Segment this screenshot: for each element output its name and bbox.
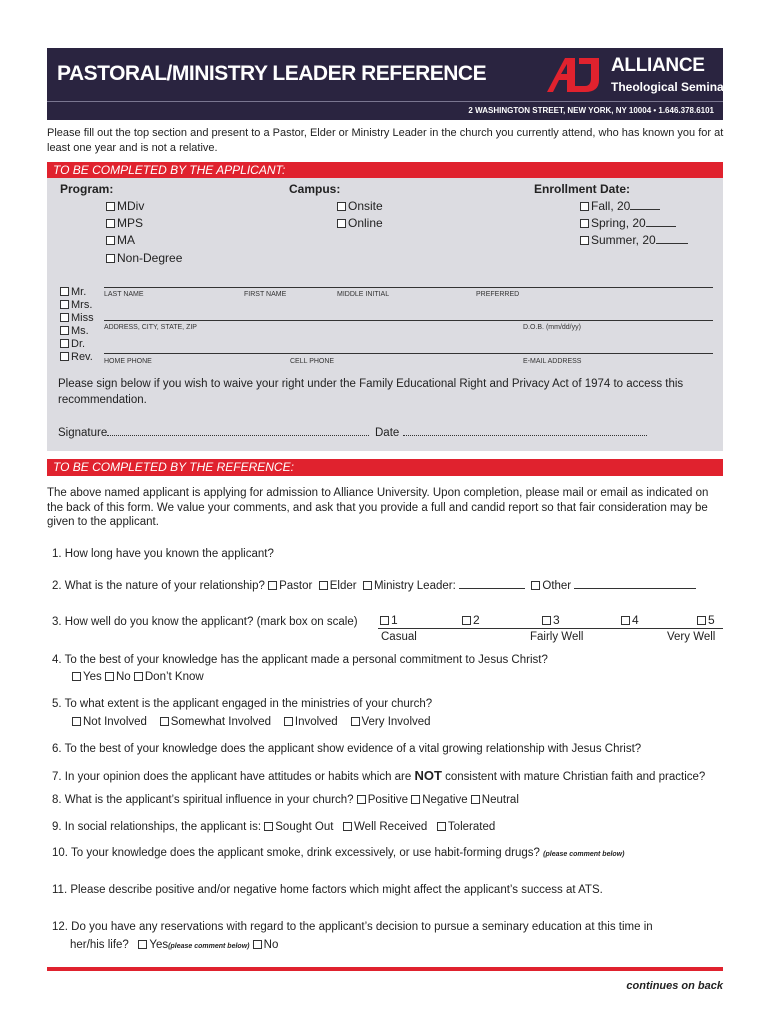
title-option-ms[interactable]: Ms. (60, 325, 89, 337)
question-1: 1. How long have you known the applicant? (52, 548, 274, 560)
program-option-ma[interactable]: MA (106, 233, 135, 247)
checkbox[interactable] (357, 795, 366, 804)
logo-subtitle: Theological Seminary (611, 80, 736, 94)
reference-intro: The above named applicant is applying for admission to Alliance University. Upon completion, please mail or email as indicated on the back of this form. We value your comments, and ask that you provide a full and candid report so that fair consideration may be given to the applicant. (47, 487, 709, 528)
waiver-text: Please sign below if you wish to waive your right under the Family Educational Right and Privacy Act of 1974 to access this recommendation. (58, 378, 684, 406)
checkbox[interactable] (105, 672, 114, 681)
address-line: 2 WASHINGTON STREET, NEW YORK, NY 10004 • 1.646.378.6101 (468, 106, 714, 115)
year-blank[interactable] (630, 200, 660, 210)
alliance-logo-icon (545, 56, 601, 94)
enrollment-option-spring[interactable]: Spring, 20 (580, 216, 676, 230)
title-option-mrs[interactable]: Mrs. (60, 299, 92, 311)
checkbox[interactable] (106, 254, 115, 263)
checkbox[interactable] (253, 940, 262, 949)
title-option-rev[interactable]: Rev. (60, 351, 93, 363)
scale-label-casual: Casual (381, 631, 417, 643)
reference-banner: TO BE COMPLETED BY THE REFERENCE: (47, 459, 723, 476)
form-title: PASTORAL/MINISTRY LEADER REFERENCE (57, 62, 487, 85)
checkbox[interactable] (542, 616, 551, 625)
address-label: ADDRESS, CITY, STATE, ZIP (104, 324, 197, 331)
scale-option-4[interactable]: 4 (621, 613, 639, 627)
continues-note: continues on back (626, 980, 723, 992)
checkbox[interactable] (72, 717, 81, 726)
checkbox[interactable] (380, 616, 389, 625)
question-8: 8. What is the applicant’s spiritual influence in your church? Positive Negative Neutral (52, 794, 519, 806)
checkbox[interactable] (621, 616, 630, 625)
title-option-mr[interactable]: Mr. (60, 286, 86, 298)
campus-option-onsite[interactable]: Onsite (337, 199, 383, 213)
checkbox[interactable] (138, 940, 147, 949)
question-12-options: her/his life? Yes(please comment below) No (70, 939, 279, 951)
signature-field[interactable]: Signature (58, 426, 369, 439)
question-10: 10. To your knowledge does the applicant smoke, drink excessively, or use habit-forming drugs? (please comment below) (52, 847, 625, 859)
checkbox[interactable] (134, 672, 143, 681)
checkbox[interactable] (411, 795, 420, 804)
year-blank[interactable] (656, 234, 688, 244)
question-11: 11. Please describe positive and/or negative home factors which might affect the applicant’s success at ATS. (52, 884, 603, 896)
checkbox[interactable] (437, 822, 446, 831)
checkbox[interactable] (60, 326, 69, 335)
dob-label: D.O.B. (mm/dd/yy) (523, 324, 581, 331)
header-divider (47, 101, 723, 102)
checkbox[interactable] (72, 672, 81, 681)
question-5-options: Not Involved Somewhat Involved Involved Very Involved (72, 716, 431, 728)
footer-bar (47, 967, 723, 971)
scale-option-2[interactable]: 2 (462, 613, 480, 627)
signature-blank[interactable] (107, 426, 369, 436)
preferred-label: PREFERRED (476, 291, 520, 298)
checkbox[interactable] (531, 581, 540, 590)
checkbox[interactable] (264, 822, 273, 831)
checkbox[interactable] (343, 822, 352, 831)
question-4-options: Yes No Don’t Know (72, 671, 204, 683)
checkbox[interactable] (363, 581, 372, 590)
checkbox[interactable] (60, 352, 69, 361)
checkbox[interactable] (580, 236, 589, 245)
name-line[interactable] (104, 287, 713, 288)
checkbox[interactable] (160, 717, 169, 726)
address-line-field[interactable] (104, 320, 713, 321)
checkbox[interactable] (60, 313, 69, 322)
phone-line[interactable] (104, 353, 713, 354)
checkbox[interactable] (697, 616, 706, 625)
campus-label: Campus: (289, 182, 341, 196)
question-5: 5. To what extent is the applicant engaged in the ministries of your church? (52, 698, 433, 710)
question-4: 4. To the best of your knowledge has the applicant made a personal commitment to Jesus Christ? (52, 654, 548, 666)
scale-option-1[interactable]: 1 (380, 613, 398, 627)
question-6: 6. To the best of your knowledge does the applicant show evidence of a vital growing relationship with Jesus Christ? (52, 743, 642, 755)
program-label: Program: (60, 182, 114, 196)
checkbox[interactable] (351, 717, 360, 726)
middle-initial-label: MIDDLE INITIAL (337, 291, 390, 298)
date-field[interactable]: Date (375, 426, 647, 439)
question-3: 3. How well do you know the applicant? (mark box on scale) (52, 616, 358, 628)
year-blank[interactable] (646, 217, 676, 227)
campus-option-online[interactable]: Online (337, 216, 383, 230)
applicant-banner: TO BE COMPLETED BY THE APPLICANT: (47, 162, 723, 179)
enrollment-label: Enrollment Date: (534, 182, 631, 196)
enrollment-option-fall[interactable]: Fall, 20 (580, 199, 660, 213)
checkbox[interactable] (471, 795, 480, 804)
checkbox[interactable] (106, 236, 115, 245)
question-12: 12. Do you have any reservations with regard to the applicant’s decision to pursue a seminary education at this time in (52, 921, 653, 933)
last-name-label: LAST NAME (104, 291, 144, 298)
checkbox[interactable] (106, 202, 115, 211)
checkbox[interactable] (60, 287, 69, 296)
date-blank[interactable] (403, 426, 647, 436)
ministry-leader-blank[interactable] (459, 579, 525, 589)
cell-phone-label: CELL PHONE (290, 358, 335, 365)
checkbox[interactable] (268, 581, 277, 590)
enrollment-option-summer[interactable]: Summer, 20 (580, 233, 688, 247)
title-option-dr[interactable]: Dr. (60, 338, 85, 350)
checkbox[interactable] (580, 202, 589, 211)
intro-text: Please fill out the top section and present to a Pastor, Elder or Ministry Leader in the church you currently attend, who has known you for at least one year and is not a relative. (47, 127, 724, 154)
question-7: 7. In your opinion does the applicant have attitudes or habits which are NOT consistent with mature Christian faith and practice? (52, 768, 706, 783)
question-2: 2. What is the nature of your relationship? Pastor Elder Ministry Leader: Other (52, 579, 696, 592)
checkbox[interactable] (106, 219, 115, 228)
logo-name: ALLIANCE (611, 55, 705, 76)
scale-label-very-well: Very Well (667, 631, 716, 643)
program-option-mps[interactable]: MPS (106, 216, 143, 230)
title-option-miss[interactable]: Miss (60, 312, 94, 324)
scale-line (378, 628, 723, 629)
checkbox[interactable] (337, 219, 346, 228)
checkbox[interactable] (284, 717, 293, 726)
other-blank[interactable] (574, 579, 696, 589)
program-option-non-degree[interactable]: Non-Degree (106, 251, 182, 265)
scale-label-fairly-well: Fairly Well (530, 631, 584, 643)
checkbox[interactable] (60, 300, 69, 309)
email-label: E-MAIL ADDRESS (523, 358, 582, 365)
checkbox[interactable] (580, 219, 589, 228)
first-name-label: FIRST NAME (244, 291, 287, 298)
checkbox[interactable] (60, 339, 69, 348)
scale-option-5[interactable]: 5 (697, 613, 715, 627)
program-option-mdiv[interactable]: MDiv (106, 199, 144, 213)
checkbox[interactable] (462, 616, 471, 625)
home-phone-label: HOME PHONE (104, 358, 152, 365)
checkbox[interactable] (319, 581, 328, 590)
question-9: 9. In social relationships, the applicant is: Sought Out Well Received Tolerated (52, 821, 496, 833)
checkbox[interactable] (337, 202, 346, 211)
scale-option-3[interactable]: 3 (542, 613, 560, 627)
